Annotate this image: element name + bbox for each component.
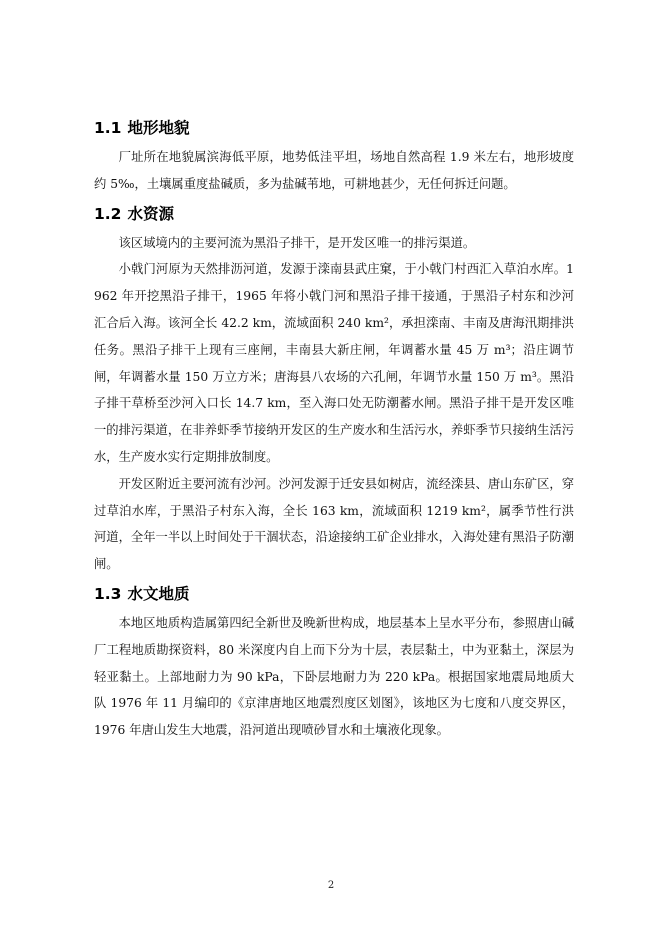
section-title: 水资源 <box>127 204 174 223</box>
section-number: 1.2 <box>94 204 122 223</box>
section-number: 1.1 <box>94 119 122 137</box>
section-heading <box>94 202 574 226</box>
section-title: 地形地貌 <box>127 119 190 137</box>
section-terrain <box>94 116 574 198</box>
section-number: 1.3 <box>94 584 122 603</box>
section-title: 水文地质 <box>127 584 190 603</box>
paragraph: 该区域境内的主要河流为黑沿子排干，是开发区唯一的排污渠道。 <box>118 235 476 250</box>
section-heading <box>94 116 574 140</box>
section-hydrogeology <box>94 582 574 744</box>
section-heading <box>94 582 574 606</box>
page-number: 2 <box>327 880 335 891</box>
paragraph: 厂址所在地貌属滨海低平原，地势低洼平坦，场地自然高程 1.9 米左右，地形坡度约 5‰，土壤属重度盐碱质，多为盐碱苇地，可耕地甚少，无任何拆迁问题。 <box>94 150 574 191</box>
paragraph: 小戟门河原为天然排沥河道，发源于滦南县武庄窠，于小戟门村西汇入草泊水库。1962 年开挖黑沿子排干，1965 年将小戟门河和黑沿子排干接通，于黑沿子村东和沙河汇合后入海。该河全长 42.2 km，流域面积 240 km²，承担滦南、丰南及唐海汛期排洪任务。黑沿子排干上现有三座闸，丰南县大新庄闸，年调蓄水量 45 万 m³；沿庄调节闸，年调蓄水量 150 万立方米；唐海县八农场的六孔闸，年调节水量 150 万 m³。黑沿子排干草桥至沙河入口长 14.7 km，至入海口处无防潮蓄水闸。黑沿子排干是开发区唯一的排污渠道，在非养虾季节接纳开发区的生产废水和生活污水，养虾季节只接纳生活污水，生产废水实行定期排放制度。 <box>94 262 574 464</box>
section-water-resources <box>94 202 574 578</box>
document-body <box>94 116 574 744</box>
paragraph: 开发区附近主要河流有沙河。沙河发源于迁安县如树店，流经滦县、唐山东矿区，穿过草泊水库，于黑沿子村东入海，全长 163 km，流域面积 1219 km²，属季节性行洪河道，全年一半以上时间处于干涸状态，沿途接纳工矿企业排水，入海处建有黑沿子防潮闸。 <box>94 476 574 572</box>
paragraph: 本地区地质构造属第四纪全新世及晚新世构成，地层基本上呈水平分布，参照唐山碱厂工程地质勘探资料，80 米深度内自上而下分为十层，表层黏土，中为亚黏土，深层为轻亚黏土。上部地耐力为 90 kPa，下卧层地耐力为 220 kPa。根据国家地震局地质大队 1976 年 11 月编印的《京津唐地区地震烈度区划图》，该地区为七度和八度交界区，1976 年唐山发生大地震，沿河道出现喷砂冒水和土壤液化现象。 <box>94 615 574 738</box>
